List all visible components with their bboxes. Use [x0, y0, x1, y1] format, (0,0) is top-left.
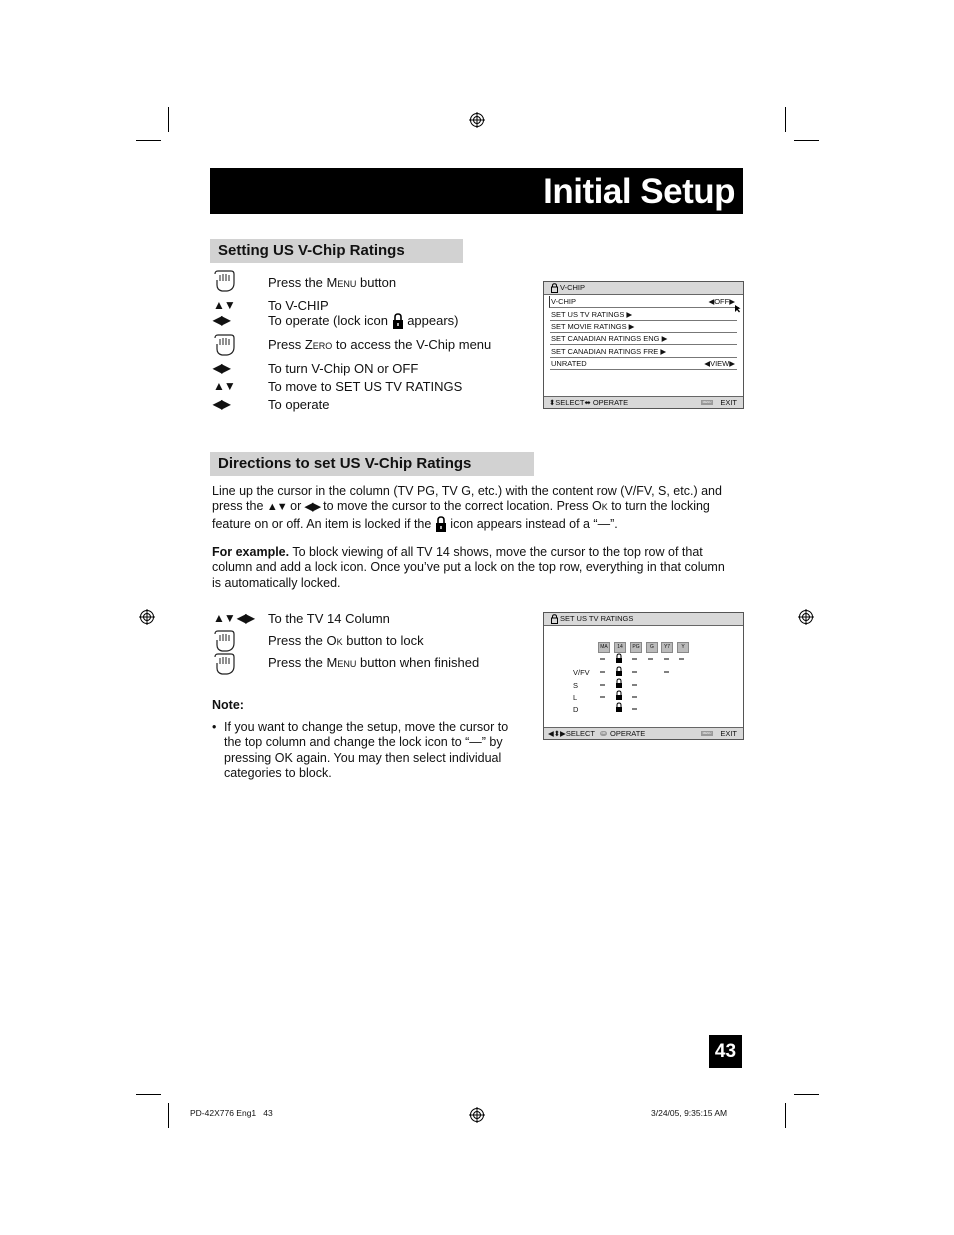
rating-row-label: L — [573, 693, 578, 702]
example-paragraph: For example. To block viewing of all TV 14 shows, move the cursor to the top row of that column and add a lock icon. Once you’ve put a lock on the top row, everything in that column is automatically locked. — [212, 545, 725, 590]
section-heading: Directions to set US V-Chip Ratings — [210, 452, 534, 476]
remote-button-hand-icon — [213, 630, 235, 652]
lock-icon — [551, 614, 558, 624]
step-text: To turn V-Chip ON or OFF — [268, 361, 419, 376]
crop-mark — [785, 1103, 786, 1128]
instructions-paragraph: Line up the cursor in the column (TV PG, TV G, etc.) with the content row (V/FV, S, etc.) and press the ▲▼ or ◀▶ to move the cursor to the correct location. Press Ok to turn the locking feature on or off. An item is locked if the icon appears instead of a “—”. — [212, 484, 737, 533]
crop-mark — [794, 140, 819, 141]
rating-column-chip[interactable]: Y — [677, 642, 689, 653]
remote-button-hand-icon — [213, 334, 235, 356]
crop-mark — [794, 1094, 819, 1095]
registration-mark-icon — [139, 609, 155, 625]
rating-column-chip[interactable]: PG — [630, 642, 642, 653]
left-right-arrows-icon: ◀▶ — [304, 501, 320, 514]
section-heading: Setting US V-Chip Ratings — [210, 239, 463, 263]
rating-row-label: V/FV — [573, 668, 590, 677]
registration-mark-icon — [469, 112, 485, 128]
page-number: 43 — [709, 1035, 742, 1068]
menu-key-icon: MENU — [702, 731, 712, 735]
page-title: Initial Setup — [543, 172, 735, 211]
menu-row-unrated[interactable]: UNRATED ◀VIEW▶ — [551, 359, 735, 368]
menu-row-set-canadian-ratings-fre[interactable]: SET CANADIAN RATINGS FRE ▶ — [550, 346, 737, 358]
lock-icon — [551, 283, 558, 293]
lock-icon — [435, 516, 447, 533]
up-down-arrows-icon: ▲▼ — [266, 501, 287, 514]
rating-column-chip[interactable]: 14 — [614, 642, 626, 653]
vchip-menu-footer: ⬍SELECT⬌ OPERATE MENU EXIT — [544, 396, 743, 408]
crop-mark — [136, 140, 161, 141]
lock-icon — [392, 313, 404, 330]
step-text: Press the Menu button — [268, 275, 397, 290]
rating-column-chip[interactable]: MA — [598, 642, 610, 653]
footer-timestamp: 3/24/05, 9:35:15 AM — [651, 1108, 728, 1118]
step-text: To the TV 14 Column — [268, 611, 390, 626]
remote-button-hand-icon — [213, 653, 235, 675]
cursor-icon — [734, 304, 741, 313]
rating-column-chip[interactable]: Y7 — [661, 642, 673, 653]
step-text: Press the Menu button when finished — [268, 655, 480, 670]
crop-mark — [136, 1094, 161, 1095]
up-down-arrows-icon: ▲▼ — [213, 298, 235, 312]
tv-ratings-menu-header: SET US TV RATINGS — [544, 613, 743, 626]
bullet-icon: • — [212, 720, 217, 734]
step-text: Press Zero to access the V-Chip menu — [268, 337, 492, 352]
note-heading: Note: — [212, 698, 244, 712]
crop-mark — [168, 1103, 169, 1128]
step-text: To move to SET US TV RATINGS — [268, 379, 463, 394]
vchip-menu-header: V-CHIP — [544, 282, 743, 295]
crop-mark — [168, 107, 169, 132]
step-text: To operate — [268, 397, 330, 412]
registration-mark-icon — [469, 1107, 485, 1123]
arrow-keys-icon: ▲▼ ◀▶ — [213, 611, 254, 625]
ok-key-icon: OK — [601, 731, 606, 735]
step-text: To operate (lock icon appears) — [268, 313, 459, 330]
step-text: To V-CHIP — [268, 298, 329, 313]
left-right-arrows-icon: ◀▶ — [213, 361, 230, 375]
footer-file-label: PD-42X776 Eng1 43 — [190, 1108, 273, 1118]
menu-row-set-canadian-ratings-eng[interactable]: SET CANADIAN RATINGS ENG ▶ — [550, 333, 737, 345]
rating-row-label: D — [573, 705, 579, 714]
step-text: Press the Ok button to lock — [268, 633, 424, 648]
remote-button-hand-icon — [213, 270, 235, 292]
rating-grid[interactable] — [590, 652, 700, 716]
rating-row-label: S — [573, 681, 579, 690]
menu-row-vchip[interactable]: V-CHIP ◀OFF▶ — [549, 296, 739, 308]
menu-key-icon: MENU — [702, 400, 712, 404]
left-right-arrows-icon: ◀▶ — [213, 397, 230, 411]
registration-mark-icon — [798, 609, 814, 625]
vchip-menu-screen — [543, 281, 744, 409]
menu-row-set-movie-ratings[interactable]: SET MOVIE RATINGS ▶ — [550, 321, 737, 333]
left-right-arrows-icon: ◀▶ — [213, 313, 230, 327]
title-bar — [210, 168, 743, 214]
menu-row-set-us-tv-ratings[interactable]: SET US TV RATINGS ▶ — [550, 309, 737, 321]
note-text: If you want to change the setup, move the cursor to the top column and change the lock icon to “—” by pressing OK again. You may then select individual categories to block. — [224, 720, 509, 781]
rating-column-chip[interactable]: G — [646, 642, 658, 653]
tv-ratings-menu-footer: ◀⬍▶SELECT OK OPERATE MENU EXIT — [544, 727, 743, 739]
up-down-arrows-icon: ▲▼ — [213, 379, 235, 393]
crop-mark — [785, 107, 786, 132]
